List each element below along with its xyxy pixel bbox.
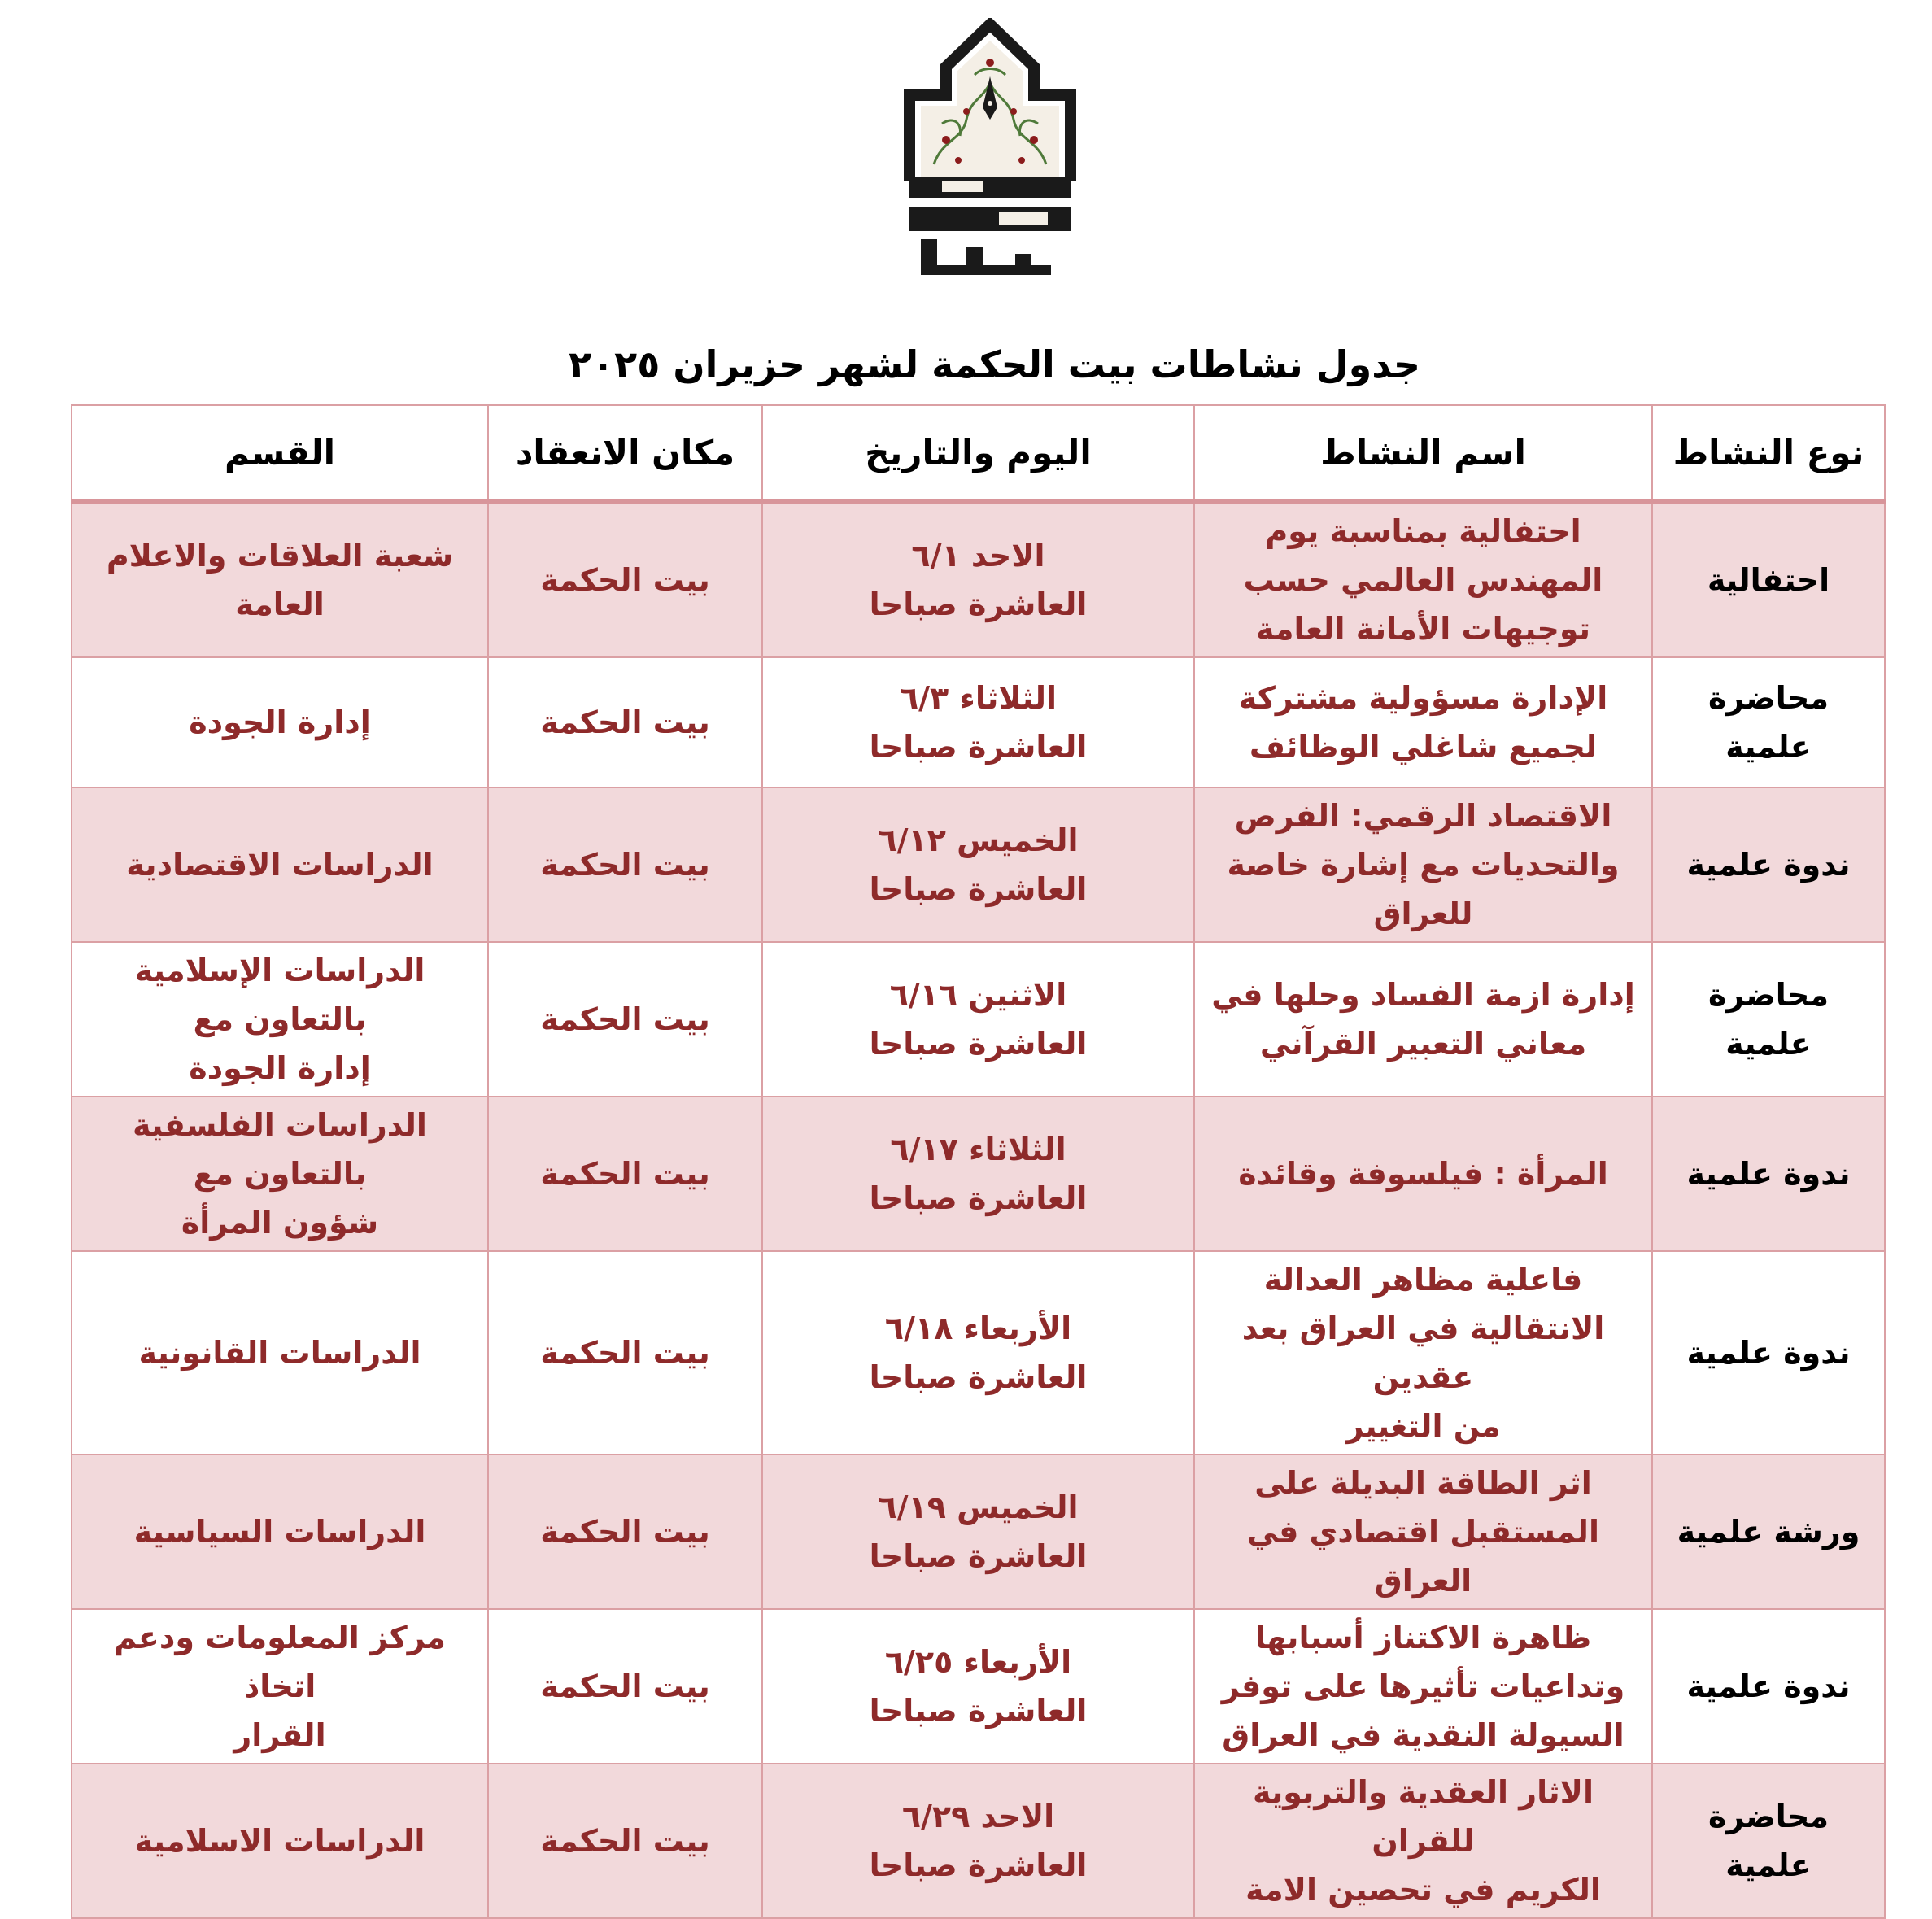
cell-venue-line: بيت الحكمة (540, 847, 710, 883)
cell-activity-name (1194, 1251, 1652, 1455)
cell-activity-type (1652, 1097, 1885, 1251)
cell-activity-name (1194, 787, 1652, 942)
cell-activity-type-line: ندوة علمية (1686, 1668, 1851, 1704)
cell-venue (488, 1097, 762, 1251)
cell-day-date (762, 657, 1194, 787)
cell-department (72, 657, 488, 787)
cell-day-date-line: الاحد ٦/١ (911, 538, 1045, 574)
header-day-date: اليوم والتاريخ (762, 405, 1194, 502)
cell-activity-type-line: ندوة علمية (1686, 1156, 1851, 1192)
cell-venue (488, 1609, 762, 1764)
cell-activity-type-line: محاضرة (1708, 680, 1829, 716)
cell-activity-name-line: للعراق (1373, 896, 1473, 931)
cell-activity-name-line: اثر الطاقة البديلة على (1254, 1465, 1592, 1501)
cell-activity-name-line: معاني التعبير القرآني (1259, 1026, 1587, 1062)
cell-activity-name (1194, 1609, 1652, 1764)
cell-venue-line: بيت الحكمة (540, 1514, 710, 1550)
cell-activity-type (1652, 502, 1885, 658)
cell-venue-line: بيت الحكمة (540, 1668, 710, 1704)
cell-day-date-line: الأربعاء ٦/٢٥ (884, 1644, 1072, 1680)
cell-department-line: الدراسات الفلسفية بالتعاون مع (133, 1107, 427, 1192)
cell-day-date (762, 1764, 1194, 1918)
activities-table (71, 404, 1886, 1919)
table-row (72, 787, 1885, 942)
cell-department-line: شعبة العلاقات والاعلام العامة (106, 538, 454, 622)
cell-venue-line: بيت الحكمة (540, 1156, 710, 1192)
cell-activity-name-line: من التغيير (1345, 1408, 1501, 1444)
cell-activity-type-line: احتفالية (1707, 562, 1830, 598)
cell-activity-name-line: المستقبل اقتصادي في العراق (1247, 1514, 1599, 1598)
cell-day-date-line: العاشرة صباحا (869, 1693, 1088, 1729)
cell-venue (488, 787, 762, 942)
cell-venue (488, 657, 762, 787)
cell-department-line: الدراسات الإسلامية بالتعاون مع (134, 953, 425, 1037)
cell-department-line: مركز المعلومات ودعم اتخاذ (114, 1620, 446, 1704)
cell-department-line: شؤون المرأة (181, 1205, 379, 1241)
cell-activity-name (1194, 502, 1652, 658)
cell-venue-line: بيت الحكمة (540, 1001, 710, 1037)
cell-activity-type-line: علمية (1725, 1026, 1812, 1062)
cell-department (72, 1764, 488, 1918)
cell-activity-name-line: وتداعيات تأثيرها على توفر (1221, 1668, 1625, 1704)
header-activity-name: اسم النشاط (1194, 405, 1652, 502)
cell-day-date (762, 787, 1194, 942)
bayt-al-hikma-logo (885, 18, 1095, 280)
cell-venue-line: بيت الحكمة (540, 704, 710, 740)
cell-activity-type (1652, 1609, 1885, 1764)
cell-department (72, 1251, 488, 1455)
page-title: جدول نشاطات بيت الحكمة لشهر حزيران ٢٠٢٥ (569, 342, 1420, 386)
cell-activity-type (1652, 657, 1885, 787)
cell-day-date-line: العاشرة صباحا (869, 1026, 1088, 1062)
cell-day-date-line: العاشرة صباحا (869, 729, 1088, 765)
table-row (72, 1764, 1885, 1918)
cell-day-date-line: الخميس ٦/١٢ (878, 822, 1079, 858)
cell-activity-type-line: علمية (1725, 729, 1812, 765)
cell-day-date-line: العاشرة صباحا (869, 587, 1088, 622)
cell-department (72, 787, 488, 942)
cell-activity-name-line: الاقتصاد الرقمي: الفرص (1234, 798, 1612, 834)
cell-activity-name-line: والتحديات مع إشارة خاصة (1227, 847, 1620, 883)
cell-day-date-line: الاثنين ٦/١٦ (889, 977, 1067, 1013)
cell-day-date-line: العاشرة صباحا (869, 1538, 1088, 1574)
cell-activity-name-line: السيولة النقدية في العراق (1222, 1717, 1625, 1753)
cell-activity-name-line: الانتقالية في العراق بعد عقدين (1241, 1311, 1605, 1395)
cell-day-date-line: الأربعاء ٦/١٨ (884, 1311, 1072, 1346)
cell-department (72, 1097, 488, 1251)
cell-day-date-line: الخميس ٦/١٩ (878, 1489, 1079, 1525)
cell-activity-name-line: المرأة : فيلسوفة وقائدة (1238, 1156, 1608, 1192)
table-row (72, 1455, 1885, 1609)
table-row (72, 657, 1885, 787)
cell-activity-name-line: الكريم في تحصين الامة (1245, 1872, 1601, 1908)
cell-activity-type (1652, 787, 1885, 942)
cell-day-date-line: الثلاثاء ٦/٣ (899, 680, 1058, 716)
cell-day-date-line: الاحد ٦/٢٩ (901, 1799, 1055, 1834)
table-row (72, 1609, 1885, 1764)
cell-department-line: إدارة الجودة (189, 1050, 371, 1086)
cell-activity-type-line: علمية (1725, 1847, 1812, 1883)
cell-department-line: القرار (233, 1717, 326, 1753)
cell-day-date (762, 1455, 1194, 1609)
cell-activity-type-line: محاضرة (1708, 1799, 1829, 1834)
cell-day-date (762, 1097, 1194, 1251)
cell-venue-line: بيت الحكمة (540, 562, 710, 598)
cell-activity-type-line: ندوة علمية (1686, 847, 1851, 883)
cell-day-date (762, 1251, 1194, 1455)
cell-activity-name-line: توجيهات الأمانة العامة (1255, 611, 1590, 647)
cell-venue (488, 942, 762, 1097)
cell-day-date-line: العاشرة صباحا (869, 1847, 1088, 1883)
cell-venue (488, 502, 762, 658)
cell-department-line: الدراسات السياسية (133, 1514, 426, 1550)
header-venue: مكان الانعقاد (488, 405, 762, 502)
cell-venue (488, 1251, 762, 1455)
cell-department (72, 1455, 488, 1609)
cell-activity-type-line: ندوة علمية (1686, 1335, 1851, 1371)
cell-activity-type (1652, 1764, 1885, 1918)
cell-activity-type (1652, 1251, 1885, 1455)
table-row (72, 502, 1885, 658)
header-activity-type: نوع النشاط (1652, 405, 1885, 502)
cell-activity-name-line: المهندس العالمي حسب (1243, 562, 1603, 598)
table-row (72, 1097, 1885, 1251)
cell-day-date-line: العاشرة صباحا (869, 1180, 1088, 1216)
cell-department (72, 1609, 488, 1764)
cell-activity-type-line: محاضرة (1708, 977, 1829, 1013)
cell-activity-type (1652, 942, 1885, 1097)
cell-activity-name (1194, 1764, 1652, 1918)
cell-activity-name-line: ظاهرة الاكتناز أسبابها (1254, 1620, 1592, 1655)
cell-activity-name-line: الإدارة مسؤولية مشتركة (1238, 680, 1608, 716)
cell-day-date (762, 502, 1194, 658)
cell-day-date (762, 942, 1194, 1097)
cell-activity-name (1194, 657, 1652, 787)
cell-activity-name-line: احتفالية بمناسبة يوم (1265, 513, 1581, 549)
cell-venue-line: بيت الحكمة (540, 1823, 710, 1859)
cell-activity-name-line: لجميع شاغلي الوظائف (1249, 729, 1598, 765)
cell-department-line: الدراسات الاقتصادية (126, 847, 434, 883)
cell-department (72, 942, 488, 1097)
cell-department (72, 502, 488, 658)
cell-activity-name-line: فاعلية مظاهر العدالة (1263, 1262, 1583, 1298)
cell-activity-name-line: إدارة ازمة الفساد وحلها في (1211, 977, 1635, 1013)
cell-activity-type (1652, 1455, 1885, 1609)
table-header-row (72, 405, 1885, 502)
cell-venue (488, 1764, 762, 1918)
cell-activity-name (1194, 942, 1652, 1097)
table-row (72, 942, 1885, 1097)
cell-venue-line: بيت الحكمة (540, 1335, 710, 1371)
cell-department-line: إدارة الجودة (189, 704, 371, 740)
table-row (72, 1251, 1885, 1455)
cell-day-date-line: العاشرة صباحا (869, 1359, 1088, 1395)
cell-activity-type-line: ورشة علمية (1677, 1514, 1860, 1550)
cell-activity-name (1194, 1455, 1652, 1609)
cell-department-line: الدراسات القانونية (138, 1335, 421, 1371)
cell-day-date-line: العاشرة صباحا (869, 871, 1088, 907)
header-department: القسم (72, 405, 488, 502)
cell-day-date-line: الثلاثاء ٦/١٧ (890, 1132, 1066, 1167)
cell-activity-name-line: الاثار العقدية والتربوية للقران (1252, 1774, 1594, 1859)
cell-day-date (762, 1609, 1194, 1764)
cell-venue (488, 1455, 762, 1609)
cell-activity-name (1194, 1097, 1652, 1251)
cell-department-line: الدراسات الاسلامية (134, 1823, 425, 1859)
